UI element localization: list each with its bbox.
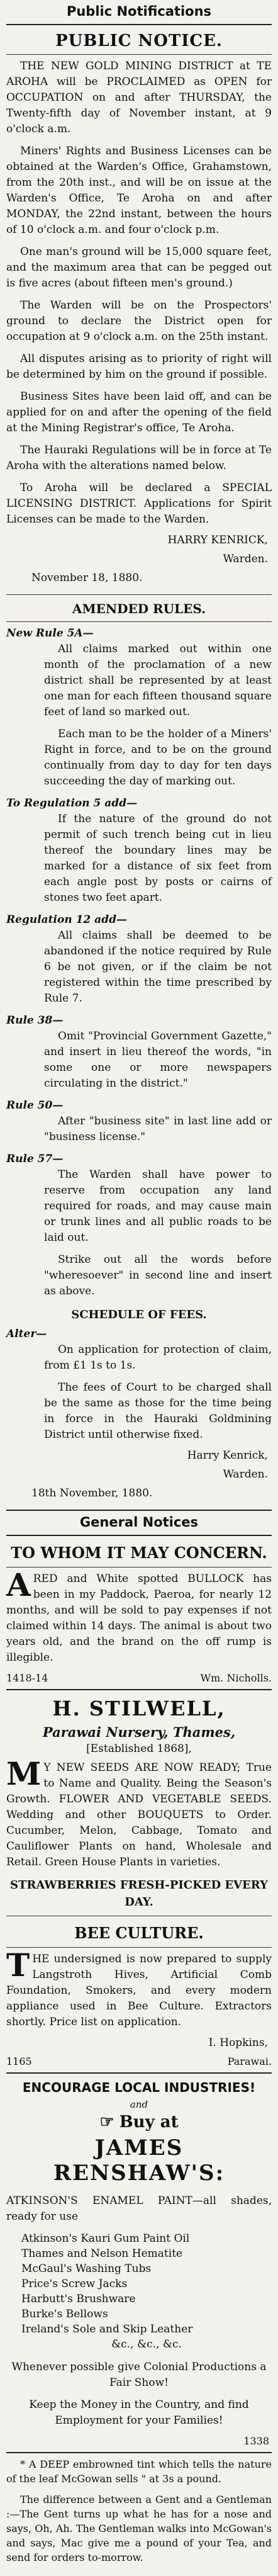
- list-item: Ireland's Sole and Skip Leather: [21, 2323, 193, 2336]
- rule-label: Rule 38—: [6, 1014, 64, 1027]
- whom-footer: [6, 1672, 272, 1684]
- signer: I. Hopkins,: [208, 2037, 268, 2049]
- rule-body: [6, 1342, 272, 1443]
- keep-line: Keep the Money in the Country, and find Employment for your Families!: [29, 2398, 249, 2427]
- divider: [6, 24, 272, 25]
- signature-role: Warden.: [223, 1468, 268, 1481]
- rule-text: If the nature of the ground do not permit of such trench being cut in lieu thereof the boundary lines may be marked for a distance of six feet from each angle post by posts or cairns of stones two feet apart.: [44, 813, 272, 904]
- divider: [6, 1510, 272, 1511]
- rule-body: [6, 811, 272, 906]
- signature: HARRY KENRICK,: [167, 534, 268, 546]
- section-header-public: Public Notifications: [66, 4, 212, 19]
- stilwell-name: H. STILWELL,: [52, 1697, 226, 1720]
- signature: Harry Kenrick,: [187, 1449, 268, 1462]
- encourage-heading: ENCOURAGE LOCAL INDUSTRIES!: [22, 2080, 256, 2095]
- public-notice: [6, 31, 272, 584]
- rule-body: [6, 1167, 272, 1299]
- bee-footer: [6, 2055, 272, 2067]
- list-item: Price's Screw Jacks: [21, 2278, 128, 2290]
- rule-text: On application for protection of claim, from £1 1s to 1s.: [44, 1343, 272, 1372]
- established: [Established 1868],: [86, 1743, 192, 1755]
- amended-date: 18th November, 1880.: [31, 1487, 153, 1500]
- list-item: Burke's Bellows: [21, 2308, 108, 2320]
- notice-date: November 18, 1880.: [31, 572, 143, 584]
- list-item: Harbutt's Brushware: [21, 2293, 136, 2305]
- whom-notice: [6, 1544, 272, 1684]
- signer: Wm. Nicholls.: [200, 1672, 272, 1684]
- list-item: Atkinson's Kauri Gum Paint Oil: [21, 2232, 190, 2245]
- schedule-title: SCHEDULE OF FEES.: [71, 1308, 207, 1321]
- rule-body: [6, 641, 272, 789]
- bee-ad: [6, 1924, 272, 2067]
- renshaw-name: JAMES RENSHAW'S:: [53, 2135, 225, 2186]
- notice-para: Business Sites have been laid off, and can be applied for on and after the opening of the field at the Mining Registrar's office, Te Aroha.: [6, 390, 272, 434]
- divider: [6, 1567, 272, 1568]
- dropcap: A: [6, 1566, 31, 1603]
- dropcap: M: [6, 1755, 42, 1792]
- ad-number: 1165: [6, 2055, 32, 2067]
- rule-text: Each man to be the holder of a Miners' Right in force, and to be on the ground continually from day to day for ten days succeeding the day of marking out.: [44, 728, 272, 788]
- notice-para: The Warden will be on the Prospectors' ground to declare the District open for occupation at 9 o'clock a.m. on the 25th instant.: [6, 299, 272, 343]
- notice-para: To Aroha will be declared a SPECIAL LICENSING DISTRICT. Applications for Spirit Licenses can be made to the Warden.: [6, 482, 272, 526]
- notice-para: The Hauraki Regulations will be in force at Te Aroha with the alterations named below.: [6, 444, 272, 472]
- renshaw-ad: [6, 2080, 272, 2447]
- rule-text: After "business site" in last line add or "business license.": [44, 1115, 272, 1143]
- rule-label: Rule 57—: [6, 1153, 64, 1165]
- signature-role: Warden.: [223, 553, 268, 565]
- rule-text: The fees of Court to be charged shall be the same as those for the time being in force in the Hauraki Goldmining District until otherwise fixed.: [44, 1381, 272, 1441]
- divider: [6, 594, 272, 595]
- notice-para: THE NEW GOLD MINING DISTRICT at TE AROHA will be PROCLAIMED as OPEN for OCCUPATION on and after THURSDAY, the Twenty-fifth day of November instant, at 9 o'clock a.m.: [6, 60, 272, 135]
- amended-rules: [6, 601, 272, 1500]
- amended-rules-title: AMENDED RULES.: [72, 601, 206, 616]
- divider: [6, 2072, 272, 2074]
- renshaw-intro: ATKINSON'S ENAMEL PAINT—all shades, ready for use: [6, 2195, 272, 2223]
- rule-text: All claims shall be deemed to be abandoned if the notice required by Rule 6 be not given, or if the claim be not registered within the time prescribed by Rule 7.: [44, 929, 272, 1005]
- rule-label: To Regulation 5 add—: [6, 797, 138, 810]
- dropcap: T: [6, 1946, 30, 1984]
- list-item: Thames and Nelson Hematite: [21, 2247, 183, 2260]
- rule-label: Alter—: [6, 1328, 47, 1340]
- mcgowan-ad: [6, 2457, 272, 2565]
- rule-label: New Rule 5A—: [6, 627, 94, 640]
- section-header-general: General Notices: [79, 1515, 199, 1530]
- bee-text: THE undersigned is now prepared to supply Langstroth Hives, Artificial Comb Foundation, Smokers, and every modern appliance used in Bee Culture. Extractors shortly. Price list on application.: [6, 1946, 272, 2028]
- divider: [6, 54, 272, 55]
- whom-text: ARED and White spotted BULLOCK has been in my Paddock, Paeroa, for nearly 12 months, and will be sold to pay expenses if not claimed within 14 days. The animal is about two years old, and the brand on the off rump is illegible.: [6, 1566, 272, 1664]
- divider: [6, 1947, 272, 1948]
- rule-body: [6, 1029, 272, 1092]
- whom-title: TO WHOM IT MAY CONCERN.: [11, 1544, 267, 1562]
- ad-number: 1338: [243, 2435, 269, 2447]
- rule-body: [6, 1114, 272, 1145]
- mcgowan-para: * A DEEP embrowned tint which tells the nature of the leaf McGowan sells " at 3s a pound.: [6, 2458, 272, 2485]
- notice-para: One man's ground will be 15,000 square feet, and the maximum area that can be pegged out is five acres (about fifteen men's ground.): [6, 246, 272, 290]
- buy-at: ☞ Buy at: [99, 2113, 179, 2132]
- rule-text: All claims marked out within one month of the proclamation of a new district shall be represented by at least one man for each fifteen thousand square feet of land so marked out.: [44, 643, 272, 718]
- stilwell-ad: [6, 1697, 272, 1911]
- divider: [6, 1689, 272, 1690]
- product-list: [6, 2231, 272, 2352]
- rule-body: [6, 928, 272, 1007]
- nursery-name: Parawai Nursery, Thames,: [42, 1724, 236, 1740]
- list-item: &c., &c., &c.: [111, 2338, 182, 2351]
- newspaper-column: [6, 0, 272, 2571]
- bee-title: BEE CULTURE.: [74, 1924, 204, 1942]
- place: Parawai.: [227, 2055, 272, 2067]
- notice-para: All disputes arising as to priority of right will be determined by him on the ground if possible.: [6, 353, 272, 381]
- rule-label: Rule 50—: [6, 1099, 64, 1112]
- and-text: and: [130, 2099, 148, 2110]
- rule-text: The Warden shall have power to reserve from occupation any land required for roads, and may cause main or trunk lines and all public roads to be laid out.: [44, 1168, 272, 1244]
- whenever-line: Whenever possible give Colonial Productions a Fair Show!: [11, 2361, 267, 2389]
- notice-para: Miners' Rights and Business Licenses can be obtained at the Warden's Office, Grahamstown, from the 20th inst., and will be on issue at the Warden's Office, Te Aroha on and after MONDAY, the 22nd instant, between the hours of 10 o'clock a.m. and four o'clock p.m.: [6, 145, 272, 236]
- strawberries-line: STRAWBERRIES FRESH-PICKED EVERY DAY.: [9, 1878, 268, 1909]
- ad-number: 1418-14: [6, 1672, 48, 1684]
- divider: [6, 1535, 272, 1536]
- divider: [6, 621, 272, 622]
- rule-text: Omit "Provincial Government Gazette," and insert in lieu thereof the words, "in some one or more newspapers circulating in the district.": [44, 1030, 272, 1090]
- divider: [6, 2452, 272, 2453]
- public-notice-title: PUBLIC NOTICE.: [55, 31, 223, 50]
- mcgowan-para: The difference between a Gent and a Gentleman :—The Gent turns up what he has for a nose and says, Oh, Ah. The Gentleman walks into McGowan's and says, Mac give me a pound of your Tea, and send for orders to-morrow.: [6, 2494, 272, 2563]
- rule-label: Regulation 12 add—: [6, 913, 127, 926]
- list-item: McGaul's Washing Tubs: [21, 2262, 152, 2275]
- rule-text: Strike out all the words before "wheresoever" in second line and insert as above.: [44, 1253, 272, 1297]
- stilwell-text: M Y NEW SEEDS ARE NOW READY; True to Name and Quality. Being the Season's Growth. FLOWER AND VEGETABLE SEEDS. Wedding and other BOUQUETS to Order. Cucumber, Melon, Cabbage, Tomato and Cauliflower Plants on hand, Wholesale and Retail. Green House Plants in varieties.: [6, 1755, 272, 1868]
- pointing-hand-icon: ☞: [99, 2113, 114, 2132]
